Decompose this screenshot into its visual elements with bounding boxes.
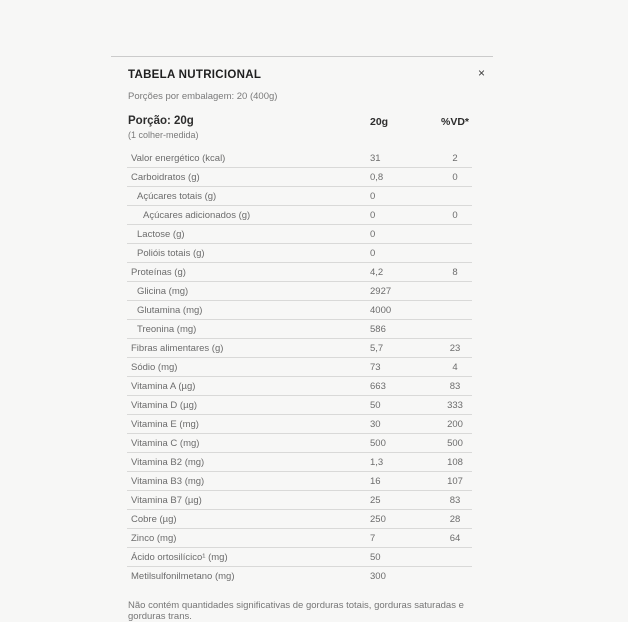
nutrient-daily-value: 500	[447, 437, 463, 449]
table-row	[127, 358, 472, 377]
nutrient-label: Valor energético (kcal)	[131, 152, 226, 164]
nutrient-label: Metilsulfonilmetano (mg)	[131, 571, 235, 582]
nutrient-amount: 300	[370, 571, 386, 582]
nutrient-amount: 25	[370, 494, 381, 506]
nutrient-label: Açúcares totais (g)	[137, 190, 217, 202]
nutrient-label: Carboidratos (g)	[131, 171, 200, 183]
nutrient-daily-value: 28	[449, 513, 461, 525]
nutrient-label: Vitamina B2 (mg)	[131, 456, 205, 468]
nutrient-amount: 586	[370, 323, 386, 335]
nutrition-table	[127, 149, 472, 586]
table-row	[127, 472, 472, 491]
nutrient-label: Proteínas (g)	[131, 266, 186, 278]
nutrient-amount: 4000	[370, 304, 392, 316]
nutrient-label: Treonina (mg)	[137, 323, 197, 335]
table-row	[127, 320, 472, 339]
table-row	[127, 282, 472, 301]
nutrient-daily-value: 83	[449, 494, 461, 506]
modal-title: TABELA NUTRICIONAL	[128, 67, 262, 81]
nutrient-daily-value: 200	[447, 418, 463, 430]
portion-measure-label: (1 colher-medida)	[128, 130, 199, 140]
portion-header-row	[127, 115, 472, 140]
nutrient-daily-value: 83	[449, 380, 461, 392]
nutrient-daily-value: 4	[452, 361, 458, 373]
table-row	[127, 244, 472, 263]
table-row	[127, 187, 472, 206]
nutrient-amount: 0,8	[370, 171, 384, 183]
nutrient-amount: 31	[370, 152, 381, 164]
modal-header	[111, 57, 493, 81]
nutrient-amount: 7	[370, 532, 376, 544]
nutrient-amount: 0	[370, 228, 376, 240]
nutrient-amount: 0	[370, 209, 376, 221]
nutrient-amount: 2927	[370, 285, 392, 297]
table-row	[127, 339, 472, 358]
column-header-daily-value: %VD*	[440, 116, 469, 128]
nutrient-daily-value: 8	[452, 266, 458, 278]
nutrient-daily-value: 0	[452, 171, 458, 183]
nutrient-label: Vitamina D (µg)	[131, 399, 198, 411]
nutrient-label: Cobre (µg)	[131, 513, 177, 525]
footnote: Não contém quantidades significativas de gorduras totais, gorduras saturadas e gorduras trans.	[128, 600, 464, 622]
table-row	[127, 510, 472, 529]
table-row	[127, 453, 472, 472]
nutrient-label: Açúcares adicionados (g)	[143, 209, 251, 221]
nutrient-label: Ácido ortosilícico¹ (mg)	[131, 551, 228, 563]
table-row	[127, 529, 472, 548]
table-row	[127, 168, 472, 187]
nutrient-daily-value: 108	[447, 456, 463, 468]
nutrient-daily-value: 2	[452, 152, 458, 164]
table-row	[127, 301, 472, 320]
table-row	[127, 149, 472, 168]
table-row	[127, 377, 472, 396]
portion-info	[127, 115, 370, 140]
close-icon[interactable]: ×	[474, 67, 489, 79]
nutrition-facts-modal	[111, 56, 493, 622]
nutrient-label: Vitamina E (mg)	[131, 418, 199, 430]
nutrient-amount: 0	[370, 190, 376, 202]
nutrient-amount: 16	[370, 475, 381, 487]
nutrient-label: Zinco (mg)	[131, 532, 177, 544]
servings-note: Porções por embalagem: 20 (400g)	[128, 91, 278, 102]
table-row	[127, 263, 472, 282]
nutrient-label: Vitamina B3 (mg)	[131, 475, 205, 487]
nutrient-amount: 0	[370, 247, 376, 259]
nutrient-amount: 500	[370, 437, 386, 449]
nutrient-daily-value: 23	[449, 342, 461, 354]
nutrient-daily-value: 0	[452, 209, 458, 221]
nutrient-label: Fibras alimentares (g)	[131, 342, 224, 354]
table-row	[127, 225, 472, 244]
nutrient-amount: 50	[370, 399, 381, 411]
nutrient-amount: 4,2	[370, 266, 384, 278]
nutrient-label: Glutamina (mg)	[137, 304, 203, 316]
nutrient-label: Polióis totais (g)	[137, 247, 205, 259]
table-row	[127, 567, 472, 586]
column-header-amount: 20g	[370, 116, 389, 128]
nutrient-daily-value: 333	[447, 399, 463, 411]
table-row	[127, 434, 472, 453]
nutrient-label: Vitamina B7 (µg)	[131, 494, 202, 506]
nutrient-amount: 50	[370, 551, 381, 563]
table-row	[127, 415, 472, 434]
nutrient-label: Vitamina C (mg)	[131, 437, 200, 449]
nutrient-daily-value: 107	[447, 475, 463, 487]
portion-size-label: Porção: 20g	[128, 115, 194, 127]
nutrient-amount: 1,3	[370, 456, 384, 468]
nutrient-label: Sódio (mg)	[131, 361, 178, 373]
table-row	[127, 548, 472, 567]
nutrient-amount: 5,7	[370, 342, 384, 354]
nutrient-amount: 250	[370, 513, 386, 525]
nutrient-label: Vitamina A (µg)	[131, 380, 196, 392]
nutrient-amount: 663	[370, 380, 386, 392]
nutrient-amount: 73	[370, 361, 381, 373]
table-row	[127, 491, 472, 510]
nutrient-amount: 30	[370, 418, 381, 430]
nutrient-label: Glicina (mg)	[137, 285, 189, 297]
table-row	[127, 206, 472, 225]
nutrient-daily-value: 64	[449, 532, 461, 544]
nutrient-label: Lactose (g)	[137, 228, 185, 240]
table-row	[127, 396, 472, 415]
